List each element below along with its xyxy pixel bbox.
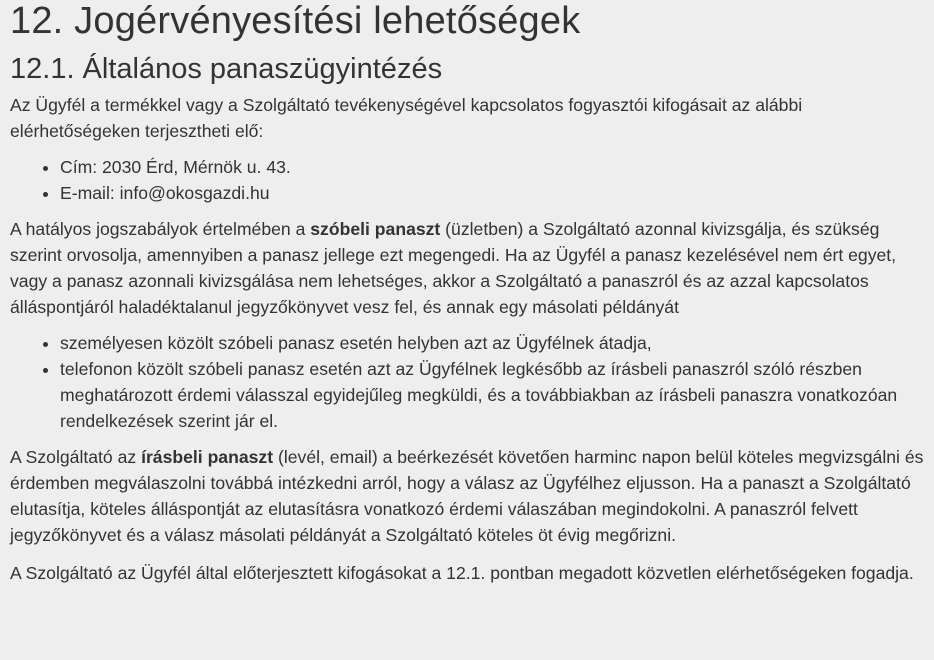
oral-item-phone: • telefonon közölt szóbeli panasz esetén azt az Ügyfélnek legkésőbb az írásbeli panaszról szóló részben meghatározott érdemi válasszal egyidejűleg megküldi, és a továbbiakban az írásbeli panaszra vonatkozóan rendelkezések szerint jár el. — [60, 356, 926, 434]
oral-complaint-paragraph — [10, 216, 926, 320]
contact-email: • E-mail: info@okosgazdi.hu — [60, 180, 926, 206]
written-text-after: (levél, email) a beérkezését követően harminc napon belül köteles megvizsgálni és érdemben megválaszolni továbbá intézkedni arról, hogy a válasz az Ügyfélhez eljusson. Ha a panaszt a Szolgáltató elutasítja, köteles álláspontját az elutasításra vonatkozó érdemi válaszában megindokolni. A panaszról felvett jegyzőkönyvet és a válasz másolati példányát a Szolgáltató köteles öt évig megőrizni. — [10, 447, 924, 545]
subsection-heading: 12.1. Általános panaszügyintézés — [10, 53, 443, 85]
oral-text-after: (üzletben) a Szolgáltató azonnal kivizsgálja, és szükség szerint orvosolja, amennyiben a panasz jellege ezt megengedi. Ha az Ügyfél a panasz kezelésével nem ért egyet, vagy a panasz azonnali kivizsgálása nem lehetséges, akkor a Szolgáltató a panaszról és az azzal kapcsolatos álláspontjáról haladéktalanul jegyzőkönyvet vesz fel, és annak egy másolati példányát — [10, 219, 897, 317]
oral-bold-term: szóbeli panaszt — [310, 219, 441, 239]
intro-paragraph: Az Ügyfél a termékkel vagy a Szolgáltató tevékenységével kapcsolatos fogyasztói kifogásait az alábbi elérhetőségeken terjesztheti elő: — [10, 95, 803, 141]
written-complaint-paragraph — [10, 444, 926, 548]
written-bold-term: írásbeli panaszt — [141, 447, 274, 467]
contact-address: • Cím: 2030 Érd, Mérnök u. 43. — [60, 154, 926, 180]
contact-list — [10, 154, 926, 206]
closing-paragraph: A Szolgáltató az Ügyfél által előterjesztett kifogásokat a 12.1. pontban megadott közvetlen elérhetőségeken fogadja. — [10, 563, 914, 583]
written-text-before: A Szolgáltató az — [10, 447, 142, 467]
oral-handling-list — [10, 330, 926, 434]
oral-text-before: A hatályos jogszabályok értelmében a — [10, 219, 311, 239]
oral-item-in-person: • személyesen közölt szóbeli panasz esetén helyben azt az Ügyfélnek átadja, — [60, 330, 926, 356]
section-heading: 12. Jogérvényesítési lehetőségek — [10, 0, 581, 42]
